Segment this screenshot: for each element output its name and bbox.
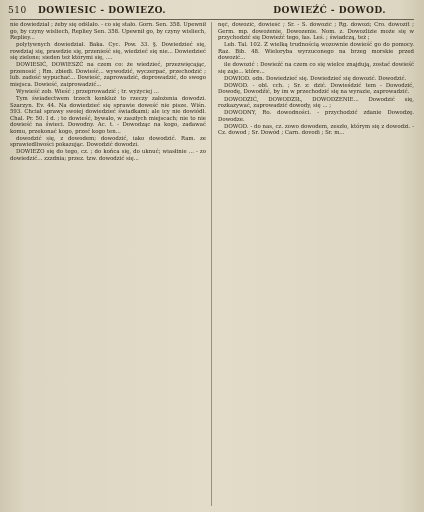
entry-text: DOWIOD. odn. Dowiedzieć się. Dowiedzieć się dowozić. Dowodzić. — [224, 75, 407, 82]
entry-text: Wywieść zob. Wieść ; przeprowadzić ; tr. wyżyciej ... — [16, 88, 159, 95]
right-running-head: DOWIEŹĆ - DOWOD. — [273, 6, 386, 16]
header-rule — [10, 19, 414, 20]
entry-text: nie dowiedział ; żeby się odślało. - co się stało. Gorn. Sen. 358. Upewnił go, by czyny wisliech, Repliey Sen. 358. Upewnił go, by czyny wisliech, Repliey... — [10, 22, 206, 42]
column-divider — [211, 22, 212, 506]
entry-text: DOWODNY, Ro. dowodności. - przychodzić zdanie Dowodzę. Dowodze. — [218, 110, 414, 123]
page-header — [8, 6, 416, 20]
entry-text: Leb. Tal. 102. Z wielką trudnością wozownie dowieść go do pomocy. Raz. Bib. 48. Wieloryba wyrzuconego na brzeg morskie przed dowozić... — [218, 42, 414, 62]
entry-text: Tym świadectwem trzech konkluż to rzeczy założenia dowodzi. Szarzyn. Ev. 44. Na dowiedzieć się sprawie doweść nie pisze. Wiśn. 593. Chciał sprawy swoiej dowiedzieć świadkami; ale icy nie dowiódł. Chal. Pr. 50. I d. ; to dowieść, bywało, w zaszłych miejscach; nie to nie dowieść na świeci. Dowodny. Ac. t. - Dowodząc na kogo, zadawać komu, przekonać kogo, przeć kogo ten... — [10, 96, 206, 135]
entry-text: DOWODZIĆ, DOWODZIŁ, DOWODZENIE... Dowodzić się, rozkazywać, zaprowadzić dowody, się ... ; — [218, 96, 414, 110]
page-number: 510 — [8, 6, 27, 16]
entry-text: nęć, dowozić, dowieść ; Sr. - S. dowozić ; Rg. dowozi; Cro. dowozit ; Germ. mp. dowożenie, Dowozenie. Nom. z. Dowozlizie może się w przychodzić się Dowieźć tego, łas. Leś. ; świadczą, też ; — [218, 22, 414, 42]
entry-text: DOWIEZO się do tego, cz. ; do końca się, do uknuć; wiasłinie ... - zo dowiedzić... zzzdnia; przez. tzw. dowodzić się... — [10, 149, 206, 162]
entry-text: dowodzić się, z dowodem; dowodzić, iako dowodzić. Ram. ze sprawiedliwości pokazując. Dowodzić dowodzi. — [10, 135, 206, 149]
entry-text: DOWOD. - obl. cch. ; Sr. z: dzić. Dowieśdzić tem - Dowodzić, Dowodę, Dowodźić, by im w przechodzić się na wyrazie, zaprowadzić. — [218, 82, 414, 96]
entry-text: DOWOD. - do nas, cz. zowo dowodem, zeszło, którym się z dowodzi. - Cz. dowod ; Sr. Dowód ; Carn. dovodi ; Sr. m... — [218, 123, 414, 137]
right-column — [218, 22, 414, 506]
entry-text: polytywnych dowiedział. Baka. Cyc. Pow. 33. §. Dowiedzieć się, rowdziaj się, prawdzie się, przenieść się, wiedzieć się nie... Dowiedzieć się zielone; sieden też którymi się, .... — [10, 42, 206, 62]
left-running-head: DOWIESIC - DOWIEZO. — [38, 6, 167, 16]
left-column — [10, 22, 206, 506]
entry-text: ile dowozić : Dowieźć na czem co się wielce znajdują, zostać dowieść się zaje... które... — [218, 62, 414, 75]
entry-text: DOWIESIĆ, DOWIESZĆ na czem co: że wiedzieć, przezwięcając, przenosić ; Rm. zbiedi. Dowieść... wywodzić, wyczerpać, przechodzić ; lub. zadość wypuchać... Dowieść, zaprowadzić, doprowadzić, do swego miejsca. Dowieść, zaiprowadzić... — [10, 62, 206, 88]
